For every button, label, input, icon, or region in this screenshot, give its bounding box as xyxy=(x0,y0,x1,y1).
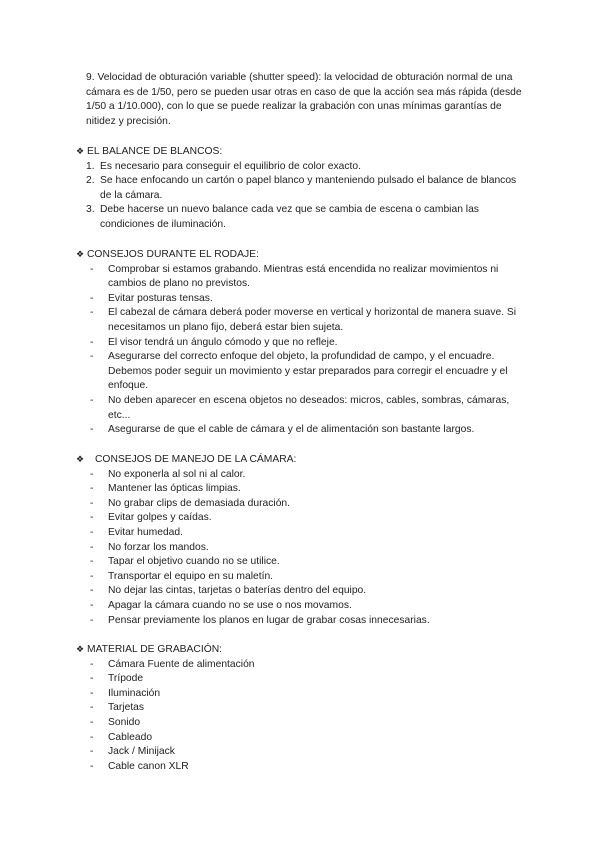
dash-bullet: - xyxy=(90,526,94,538)
list-item xyxy=(90,599,530,614)
section-title: CONSEJOS DURANTE EL RODAJE: xyxy=(87,249,259,260)
list-item xyxy=(90,658,530,673)
dash-bullet: - xyxy=(90,702,94,714)
dash-bullet: - xyxy=(90,585,94,597)
list-item xyxy=(90,570,530,585)
dash-bullet: - xyxy=(90,468,94,480)
item-text: Evitar posturas tensas. xyxy=(108,292,213,304)
list-item xyxy=(90,614,530,629)
item-text: Debe hacerse un nuevo balance cada vez que se cambia de escena o cambian las condiciones de iluminación. xyxy=(100,204,479,230)
item-text: Cable canon XLR xyxy=(108,760,189,772)
section-balance-de-blancos xyxy=(76,144,530,233)
dash-bullet: - xyxy=(90,541,94,553)
dash-bullet: - xyxy=(90,556,94,568)
list-item xyxy=(90,350,530,394)
item-number: 1. xyxy=(86,160,95,172)
item-text: Sonido xyxy=(108,716,141,728)
dash-bullet: - xyxy=(90,599,94,611)
list-item xyxy=(90,292,530,307)
dash-bullet: - xyxy=(90,731,94,743)
list-item xyxy=(90,468,530,483)
item-text: Tarjetas xyxy=(108,702,145,714)
item-text: El visor tendrá un ángulo cómodo y que no refleje. xyxy=(108,336,338,348)
section-title: MATERIAL DE GRABACIÓN: xyxy=(87,644,223,655)
list-item xyxy=(90,263,530,292)
list-item xyxy=(90,511,530,526)
dash-bullet: - xyxy=(90,760,94,772)
dash-bullet: - xyxy=(90,307,94,319)
intro-paragraph: 9. Velocidad de obturación variable (shutter speed): la velocidad de obturación normal de una cámara es de 1/50, pero se pueden usar otras en caso de que la acción sea más rápida (desde 1/50 a 1/10.000), con lo que se puede realizar la grabación con unas mínimas garantías de nitidez y precisión. xyxy=(86,72,522,127)
dash-list xyxy=(90,263,530,438)
item-text: Evitar humedad. xyxy=(108,526,183,538)
list-item xyxy=(90,716,530,731)
numbered-list xyxy=(86,160,530,233)
list-item xyxy=(90,526,530,541)
section-title: CONSEJOS DE MANEJO DE LA CÁMARA: xyxy=(95,454,297,465)
section-consejos-manejo xyxy=(76,452,530,628)
item-text: Pensar previamente los planos en lugar de grabar cosas innecesarias. xyxy=(108,614,430,626)
item-text: Asegurarse de que el cable de cámara y el de alimentación son bastante largos. xyxy=(108,424,475,436)
dash-bullet: - xyxy=(90,263,94,275)
list-item xyxy=(86,203,530,232)
item-text: No exponerla al sol ni al calor. xyxy=(108,468,246,480)
item-text: Jack / Minijack xyxy=(108,746,175,758)
list-item xyxy=(90,731,530,746)
section-heading xyxy=(76,642,530,658)
item-text: Tapar el objetivo cuando no se utilice. xyxy=(108,556,280,568)
item-number: 2. xyxy=(86,175,95,187)
dash-bullet: - xyxy=(90,570,94,582)
item-text: Trípode xyxy=(108,673,144,685)
dash-list xyxy=(90,658,530,775)
list-item xyxy=(90,482,530,497)
item-text: Evitar golpes y caídas. xyxy=(108,512,212,524)
dash-bullet: - xyxy=(90,658,94,670)
section-heading xyxy=(76,144,530,160)
section-heading xyxy=(76,247,530,263)
item-text: Cableado xyxy=(108,731,153,743)
dash-bullet: - xyxy=(90,512,94,524)
dash-list xyxy=(90,468,530,629)
section-material-grabacion xyxy=(76,642,530,774)
dash-bullet: - xyxy=(90,336,94,348)
dash-bullet: - xyxy=(90,716,94,728)
list-item xyxy=(90,394,530,423)
item-text: Cámara Fuente de alimentación xyxy=(108,658,255,670)
dash-bullet: - xyxy=(90,351,94,363)
item-number: 3. xyxy=(86,204,95,216)
list-item xyxy=(90,701,530,716)
section-consejos-rodaje xyxy=(76,247,530,438)
dash-bullet: - xyxy=(90,394,94,406)
list-item xyxy=(90,497,530,512)
section-title: EL BALANCE DE BLANCOS: xyxy=(87,146,223,157)
item-text: El cabezal de cámara deberá poder moverse en vertical y horizontal de manera suave. Si necesitamos un plano fijo, deberá estar bien sujeta. xyxy=(108,307,517,333)
item-text: Asegurarse del correcto enfoque del objeto, la profundidad de campo, y el encuadre. Debemos poder seguir un movimiento y estar preparados para corregir el encuadre y el enfoque. xyxy=(108,351,508,392)
dash-bullet: - xyxy=(90,673,94,685)
item-text: Se hace enfocando un cartón o papel blanco y manteniendo pulsado el balance de blancos de la cámara. xyxy=(100,175,517,201)
diamond-bullet-icon: ❖ xyxy=(76,454,85,464)
item-text: No deben aparecer en escena objetos no deseados: micros, cables, sombras, cámaras, etc... xyxy=(108,394,510,421)
dash-bullet: - xyxy=(90,424,94,436)
dash-bullet: - xyxy=(90,292,94,304)
diamond-bullet-icon: ❖ xyxy=(76,644,85,654)
item-text: Comprobar si estamos grabando. Mientras está encendida no realizar movimientos ni cambios de plano no previstos. xyxy=(108,263,499,290)
list-item xyxy=(90,687,530,702)
item-text: Iluminación xyxy=(108,687,161,699)
list-item xyxy=(90,541,530,556)
list-item xyxy=(90,423,530,438)
item-text: No dejar las cintas, tarjetas o baterías dentro del equipo. xyxy=(108,585,367,597)
item-text: Apagar la cámara cuando no se use o nos movamos. xyxy=(108,599,352,611)
list-item xyxy=(86,174,530,203)
list-item xyxy=(90,555,530,570)
item-text: Transportar el equipo en su maletín. xyxy=(108,570,274,582)
list-item xyxy=(90,672,530,687)
list-item xyxy=(90,760,530,775)
list-item xyxy=(86,160,530,175)
item-text: Mantener las ópticas limpias. xyxy=(108,483,241,495)
list-item xyxy=(90,306,530,335)
list-item xyxy=(90,584,530,599)
list-item xyxy=(90,336,530,351)
diamond-bullet-icon: ❖ xyxy=(76,146,85,156)
dash-bullet: - xyxy=(90,746,94,758)
item-text: No forzar los mandos. xyxy=(108,541,209,553)
dash-bullet: - xyxy=(90,497,94,509)
list-item xyxy=(90,745,530,760)
dash-bullet: - xyxy=(90,614,94,626)
dash-bullet: - xyxy=(90,483,94,495)
item-text: Es necesario para conseguir el equilibrio de color exacto. xyxy=(100,160,362,172)
diamond-bullet-icon: ❖ xyxy=(76,249,85,259)
item-text: No grabar clips de demasiada duración. xyxy=(108,497,291,509)
dash-bullet: - xyxy=(90,687,94,699)
section-heading xyxy=(76,452,530,468)
